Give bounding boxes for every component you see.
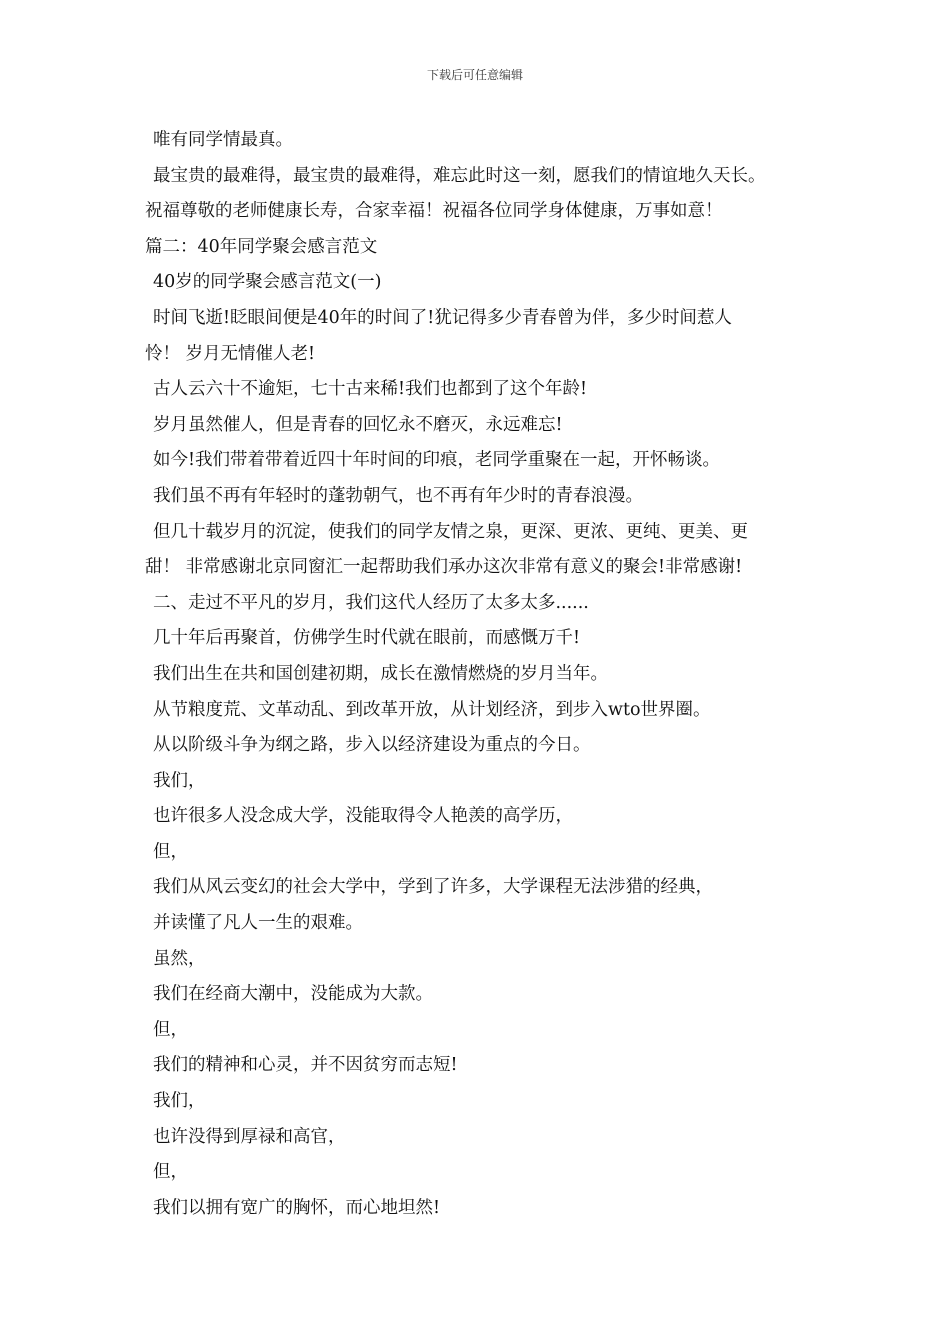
text-line: 岁月虽然催人，但是青春的回忆永不磨灭，永远难忘!: [153, 414, 563, 435]
text-line: 怜！ 岁月无情催人老!: [145, 343, 316, 364]
text-line: 我们出生在共和国创建初期，成长在激情燃烧的岁月当年。: [153, 663, 608, 684]
text-line: 我们在经商大潮中，没能成为大款。: [153, 984, 433, 1005]
text-line: 我们，: [153, 770, 206, 791]
text-line: 我们以拥有宽广的胸怀，而心地坦然!: [153, 1197, 441, 1218]
text-line: 也许很多人没念成大学，没能取得令人艳羡的高学历，: [153, 806, 573, 827]
text-line: 也许没得到厚禄和高官，: [153, 1126, 346, 1147]
text-line: 几十年后再聚首，仿佛学生时代就在眼前，而感慨万千!: [153, 628, 581, 649]
text-line: 唯有同学情最真。: [153, 130, 293, 150]
text-line: 二、走过不平凡的岁月，我们这代人经历了太多太多......: [153, 592, 589, 613]
text-line: 我们虽不再有年轻时的蓬勃朝气，也不再有年少时的青春浪漫。: [153, 485, 643, 506]
text-line: 但，: [153, 841, 188, 862]
text-line: 如今!我们带着带着近四十年时间的印痕，老同学重聚在一起，开怀畅谈。: [153, 450, 721, 471]
text-line: 40岁的同学聚会感言范文(一): [153, 272, 382, 293]
text-line: 我们从风云变幻的社会大学中，学到了许多，大学课程无法涉猎的经典，: [153, 877, 713, 898]
text-line: 祝福尊敬的老师健康长寿，合家幸福！祝福各位同学身体健康，万事如意！: [145, 201, 723, 222]
page-header-note: 下载后可任意编辑: [426, 68, 523, 82]
text-line: 但，: [153, 1162, 188, 1183]
document-body: [145, 123, 845, 1226]
text-line: 时间飞逝!眨眼间便是40年的时间了!犹记得多少青春曾为伴，多少时间惹人: [153, 307, 732, 328]
text-line: 从节粮度荒、文革动乱、到改革开放，从计划经济，到步入wto世界圈。: [153, 699, 711, 720]
text-line: 但几十载岁月的沉淀，使我们的同学友情之泉，更深、更浓、更纯、更美、更: [153, 521, 748, 542]
text-line: 虽然，: [153, 948, 206, 969]
text-line: 篇二：40年同学聚会感言范文: [145, 236, 378, 257]
text-line: 并读懂了凡人一生的艰难。: [153, 913, 363, 934]
text-line: 古人云六十不逾矩，七十古来稀!我们也都到了这个年龄!: [153, 379, 588, 400]
text-line: 从以阶级斗争为纲之路，步入以经济建设为重点的今日。: [153, 735, 591, 756]
text-line: 甜！ 非常感谢北京同窗汇一起帮助我们承办这次非常有意义的聚会!非常感谢!: [145, 557, 743, 578]
text-line: 我们，: [153, 1091, 206, 1112]
text-line: 但，: [153, 1019, 188, 1040]
text-line: 最宝贵的最难得，最宝贵的最难得，难忘此时这一刻，愿我们的情谊地久天长。: [153, 165, 766, 186]
text-line: 我们的精神和心灵，并不因贫穷而志短!: [153, 1055, 458, 1076]
